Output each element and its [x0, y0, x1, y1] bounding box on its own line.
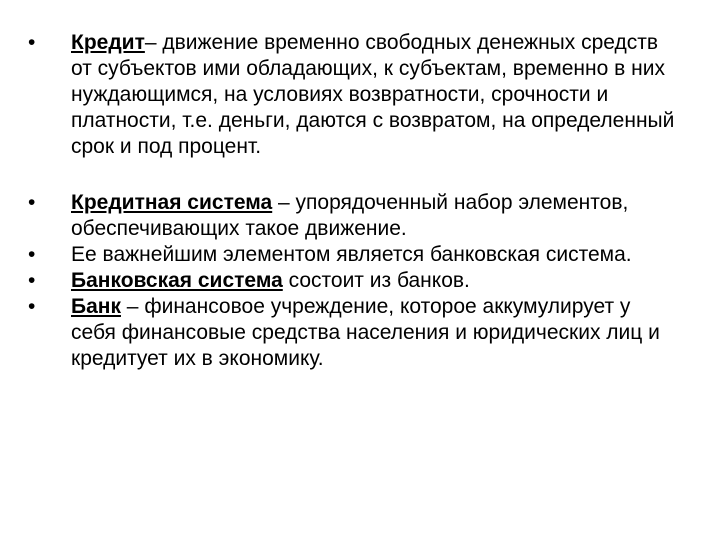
- term-credit-system: Кредитная система: [71, 191, 273, 214]
- bullet-dot-icon: •: [28, 243, 36, 266]
- definition-bank: – финансовое учреждение, которое аккумулирует у себя финансовые средства населения и юридических лиц и кредитует их в экономику.: [71, 295, 660, 370]
- bullet-bank: [28, 294, 678, 372]
- bullet-banking-system: [28, 268, 678, 294]
- bullet-credit-system: [28, 190, 678, 242]
- definition-credit-system: – упорядоченный набор элементов, обеспечивающих такое движение.: [71, 191, 629, 240]
- bullet-list: [28, 30, 678, 372]
- statement-key-element: Ее важнейшим элементом является банковская система.: [71, 243, 632, 266]
- bullet-dot-icon: •: [28, 191, 36, 214]
- term-credit: Кредит: [71, 31, 145, 54]
- bullet-dot-icon: •: [28, 295, 36, 318]
- definition-banking-system: состоит из банков.: [282, 269, 470, 292]
- bullet-key-element: [28, 242, 678, 268]
- bullet-dot-icon: •: [28, 31, 36, 54]
- bullet-dot-icon: •: [28, 269, 36, 292]
- bullet-credit: [28, 30, 678, 160]
- term-banking-system: Банковская система: [71, 269, 283, 292]
- term-bank: Банк: [71, 295, 121, 318]
- definition-credit: – движение временно свободных денежных средств от субъектов ими обладающих, к субъектам, временно в них нуждающимся, на условиях возвратности, срочности и платности, т.е. деньги, даются с возвратом, на определенный срок и под процент.: [71, 31, 675, 158]
